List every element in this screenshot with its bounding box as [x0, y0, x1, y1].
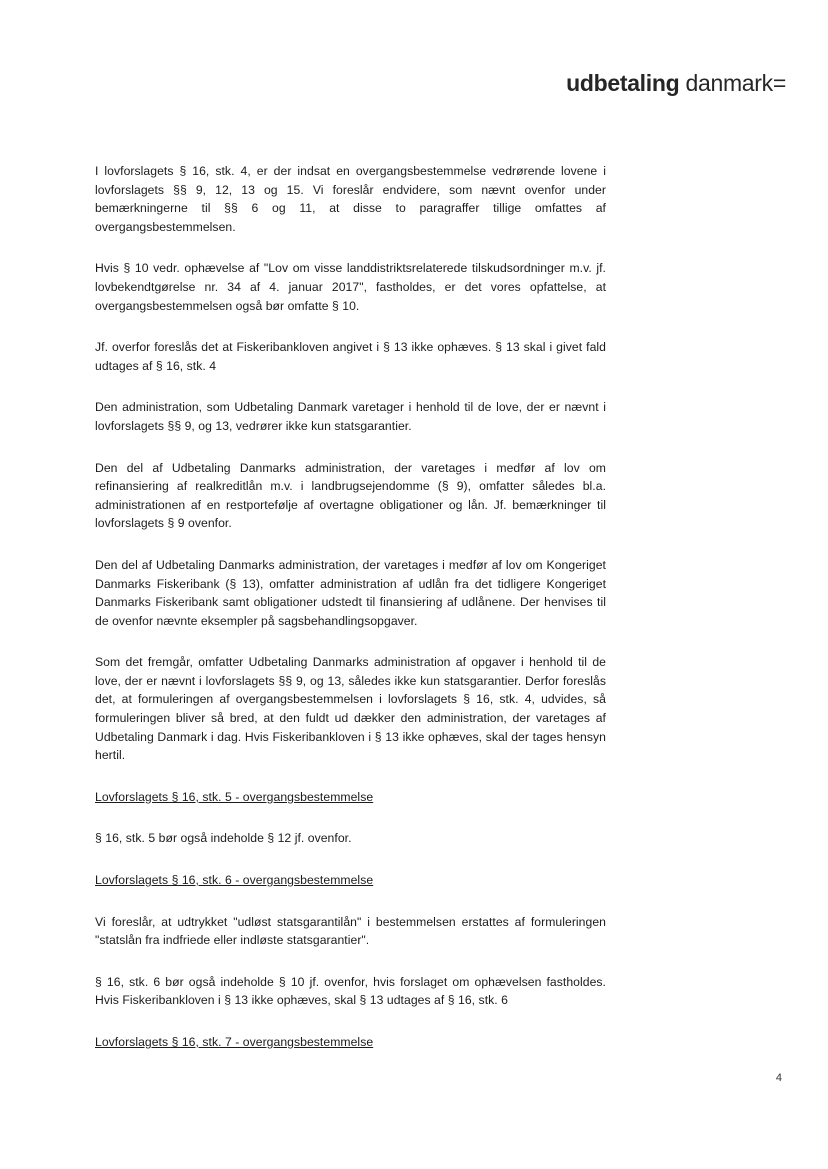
paragraph-fiskeribankloven: Jf. overfor foreslås det at Fiskeribankloven angivet i § 13 ikke ophæves. § 13 skal i givet fald udtages af § 16, stk. 4: [95, 340, 606, 373]
heading-stk-6: Lovforslagets § 16, stk. 6 - overgangsbestemmelse: [95, 873, 374, 888]
paragraph-conclusion: Som det fremgår, omfatter Udbetaling Danmarks administration af opgaver i henhold til de love, der er nævnt i lovforslagets §§ 9, og 13, således ikke kun statsgarantier. Derfor foreslås det, at formuleringen af overgangsbestemmelsen i lovforslagets § 16, stk. 4, udvides, så formuleringen bliver så bred, at den fuldt ud dækker den administration, der varetages af Udbetaling Danmark i dag. Hvis Fiskeribankloven i § 13 ikke ophæves, skal der tages hensyn hertil.: [95, 655, 606, 763]
paragraph-fiskeribank: Den del af Udbetaling Danmarks administration, der varetages i medfør af lov om Kongeriget Danmarks Fiskeribank (§ 13), omfatter administration af udlån fra det tidligere Kongeriget Danmarks Fiskeribank samt obligationer udstedt til finansiering af udlånene. Der henvises til de ovenfor nævnte eksempler på sagsbehandlingsopgaver.: [95, 557, 606, 628]
paragraph-stk-5: § 16, stk. 5 bør også indeholde § 12 jf. ovenfor.: [95, 831, 352, 846]
paragraph-stk-6-section-10: § 16, stk. 6 bør også indeholde § 10 jf. ovenfor, hvis forslaget om ophævelsen fastholdes. Hvis Fiskeribankloven i § 13 ikke ophæves, skal § 13 udtages af § 16, stk. 6: [95, 974, 606, 1008]
paragraph-administration: Den administration, som Udbetaling Danmark varetager i henhold til de love, der er nævnt i lovforslagets §§ 9, og 13, vedrører ikke kun statsgarantier.: [95, 400, 606, 433]
page-number: 4: [775, 1072, 782, 1084]
logo-word-udbetaling: udbetaling: [566, 70, 680, 96]
logo-word-danmark: danmark=: [685, 70, 786, 96]
document-body: [95, 162, 606, 1075]
heading-stk-5: Lovforslagets § 16, stk. 5 - overgangsbestemmelse: [95, 789, 374, 804]
paragraph-stk-6-udtryk: Vi foreslår, at udtrykket "udløst statsgarantilån" i bestemmelsen erstattes af formuleringen "statslån fra indfriede eller indløste statsgarantier".: [95, 914, 606, 948]
heading-stk-7: Lovforslagets § 16, stk. 7 - overgangsbestemmelse: [95, 1035, 374, 1049]
paragraph-refinansiering: Den del af Udbetaling Danmarks administration, der varetages i medfør af lov om refinansiering af realkreditlån m.v. i landbrugsejendomme (§ 9), omfatter således bl.a. administrationen af en restportefølje af overtagne obligationer og lån. Jf. bemærkninger til lovforslagets § 9 ovenfor.: [95, 460, 606, 531]
paragraph-section-10: Hvis § 10 vedr. ophævelse af "Lov om visse landdistriktsrelaterede tilskudsordninger m.v. jf. lovbekendtgørelse nr. 34 af 4. januar 2017", fastholdes, er det vores opfattelse, at overgangsbestemmelsen også bør omfatte § 10.: [95, 261, 606, 313]
udbetaling-danmark-logo: [566, 70, 786, 97]
paragraph-overgang-intro: I lovforslagets § 16, stk. 4, er der indsat en overgangsbestemmelse vedrørende lovene i lovforslagets §§ 9, 12, 13 og 15. Vi foreslår endvidere, som nævnt ovenfor under bemærkningerne til §§ 6 og 11, at disse to paragraffer tillige omfattes af overgangsbestemmelsen.: [95, 164, 606, 234]
